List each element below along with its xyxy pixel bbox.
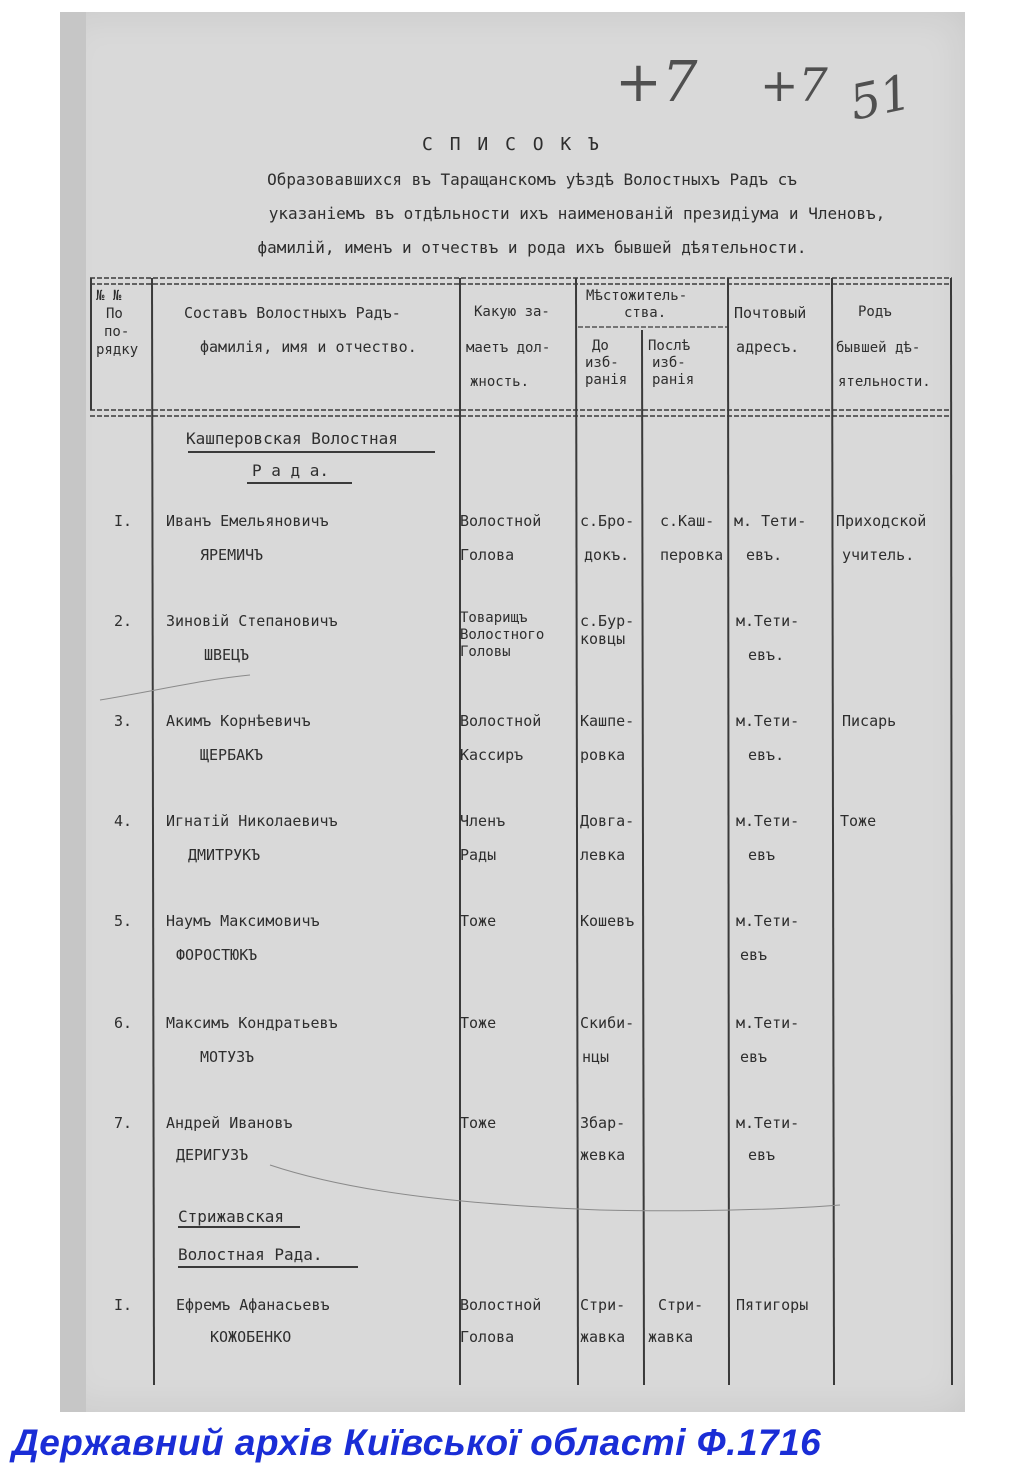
person-surname: ФОРОСТЮКЪ (176, 946, 258, 964)
header-name: Составъ Волостныхъ Радъ- (184, 304, 401, 322)
row-number: 3. (114, 712, 133, 730)
address-cell: евъ. (748, 746, 785, 764)
section-title: Стрижавская (178, 1207, 284, 1226)
position-cell: Членъ (460, 812, 506, 830)
address-cell: евъ (748, 846, 776, 864)
person-name: Наумъ Максимовичъ (166, 912, 320, 930)
address-cell: м.Тети- (736, 1014, 800, 1032)
section-title: Волостная Рада. (178, 1245, 323, 1264)
position-cell: Волостной (460, 512, 542, 530)
row-number: I. (114, 512, 133, 530)
header-position: маетъ дол- (466, 340, 551, 356)
header-name: фамилія, имя и отчество. (200, 338, 417, 356)
position-cell: Рады (460, 846, 497, 864)
position-cell: Товарищъ (460, 610, 528, 626)
row-number: 2. (114, 612, 133, 630)
position-cell: Волостной (460, 712, 542, 730)
address-cell: м.Тети- (736, 712, 800, 730)
occupation-cell: Писарь (842, 712, 897, 730)
header-address: Почтовый (734, 304, 807, 322)
document-subtitle-line: указаніемъ въ отдѣльности ихъ наименованій президіума и Членовъ, (268, 204, 886, 223)
address-cell: евъ (748, 1146, 776, 1164)
position-cell: Голова (460, 546, 515, 564)
address-cell: м.Тети- (736, 912, 800, 930)
document-subtitle-line: Образовавшихся въ Таращанскомъ уѣздѣ Волостныхъ Радъ съ (267, 170, 797, 189)
residence-before-cell: ковцы (580, 630, 626, 648)
document-subtitle-line: фамилій, именъ и отчествъ и рода ихъ бывшей дѣятельности. (257, 238, 807, 257)
person-name: Зиновій Степановичъ (166, 612, 338, 630)
residence-before-cell: жавка (580, 1328, 626, 1346)
header-position: Какую за- (474, 304, 550, 320)
header-residence-before: изб- (585, 355, 619, 371)
header-address: адресъ. (736, 338, 800, 356)
residence-after-cell: жавка (648, 1328, 694, 1346)
header-num: рядку (96, 342, 139, 358)
handwritten-mark: 51 (844, 64, 917, 132)
occupation-cell: Тоже (840, 812, 877, 830)
position-cell: Головы (460, 644, 511, 660)
address-cell: м.Тети- (736, 612, 800, 630)
residence-before-cell: нцы (582, 1048, 610, 1066)
residence-before-cell: левка (580, 846, 626, 864)
header-position: жность. (470, 374, 530, 390)
section-title: Р а д а. (252, 461, 330, 480)
person-surname: ШВЕЦЪ (204, 646, 250, 664)
residence-before-cell: Скиби- (580, 1014, 635, 1032)
residence-before-cell: Стри- (580, 1296, 626, 1314)
address-cell: м.Тети- (736, 812, 800, 830)
person-surname: КОЖОБЕНКО (210, 1328, 292, 1346)
archive-watermark: Державний архів Київської області Ф.1716 (12, 1422, 822, 1463)
position-cell: Волостной (460, 1296, 542, 1314)
position-cell: Голова (460, 1328, 515, 1346)
residence-before-cell: Кошевъ (580, 912, 635, 930)
residence-before-cell: докъ. (584, 546, 630, 564)
header-residence-after: ранія (652, 372, 695, 388)
residence-before-cell: ровка (580, 746, 626, 764)
header-occupation: Родъ (858, 304, 892, 320)
header-residence-after: Послѣ (648, 338, 691, 354)
header-occupation: ятельности. (838, 374, 931, 390)
row-number: I. (114, 1296, 133, 1314)
document-title: С П И С О К Ъ (422, 134, 602, 155)
header-residence: ства. (624, 305, 667, 321)
header-residence-after: изб- (652, 355, 686, 371)
address-cell: евъ (740, 1048, 768, 1066)
header-residence: Мѣстожитель- (586, 288, 688, 304)
residence-before-cell: с.Бро- (580, 512, 635, 530)
row-number: 6. (114, 1014, 133, 1032)
residence-before-cell: Довга- (580, 812, 635, 830)
residence-before-cell: с.Бур- (580, 612, 635, 630)
position-cell: Тоже (460, 912, 497, 930)
person-surname: ЯРЕМИЧЪ (200, 546, 264, 564)
handwritten-mark: +7 (760, 58, 828, 112)
residence-after-cell: с.Каш- (660, 512, 715, 530)
header-num: № № (96, 288, 122, 304)
address-cell: евъ (740, 946, 768, 964)
person-surname: ДМИТРУКЪ (188, 846, 261, 864)
person-surname: ДЕРИГУЗЪ (176, 1146, 249, 1164)
position-cell: Волостного (460, 627, 545, 643)
address-cell: евъ. (746, 546, 783, 564)
person-surname: МОТУЗЪ (200, 1048, 255, 1066)
header-num: по- (104, 324, 130, 340)
person-name: Ефремъ Афанасьевъ (176, 1296, 330, 1314)
residence-after-cell: перовка (660, 546, 724, 564)
header-residence-before: ранія (585, 372, 628, 388)
position-cell: Тоже (460, 1014, 497, 1032)
person-name: Максимъ Кондратьевъ (166, 1014, 338, 1032)
address-cell: евъ. (748, 646, 785, 664)
residence-before-cell: жевка (580, 1146, 626, 1164)
person-name: Акимъ Корнѣевичъ (166, 712, 311, 730)
address-cell: Пятигоры (736, 1296, 809, 1314)
address-cell: м.Тети- (736, 1114, 800, 1132)
row-number: 5. (114, 912, 133, 930)
person-name: Андрей Ивановъ (166, 1114, 293, 1132)
header-residence-before: До (592, 338, 609, 354)
occupation-cell: учитель. (842, 546, 915, 564)
residence-before-cell: Збар- (580, 1114, 626, 1132)
occupation-cell: Приходской (836, 512, 927, 530)
section-title: Кашперовская Волостная (186, 429, 398, 448)
residence-before-cell: Кашпе- (580, 712, 635, 730)
handwritten-mark: +7 (615, 50, 698, 115)
position-cell: Кассиръ (460, 746, 524, 764)
header-num: По (106, 306, 123, 322)
row-number: 4. (114, 812, 133, 830)
address-cell: м. Тети- (734, 512, 807, 530)
row-number: 7. (114, 1114, 133, 1132)
residence-after-cell: Стри- (658, 1296, 704, 1314)
header-occupation: бывшей дѣ- (836, 340, 921, 356)
position-cell: Тоже (460, 1114, 497, 1132)
person-name: Игнатій Николаевичъ (166, 812, 338, 830)
person-name: Иванъ Емельяновичъ (166, 512, 329, 530)
person-surname: ЩЕРБАКЪ (200, 746, 264, 764)
